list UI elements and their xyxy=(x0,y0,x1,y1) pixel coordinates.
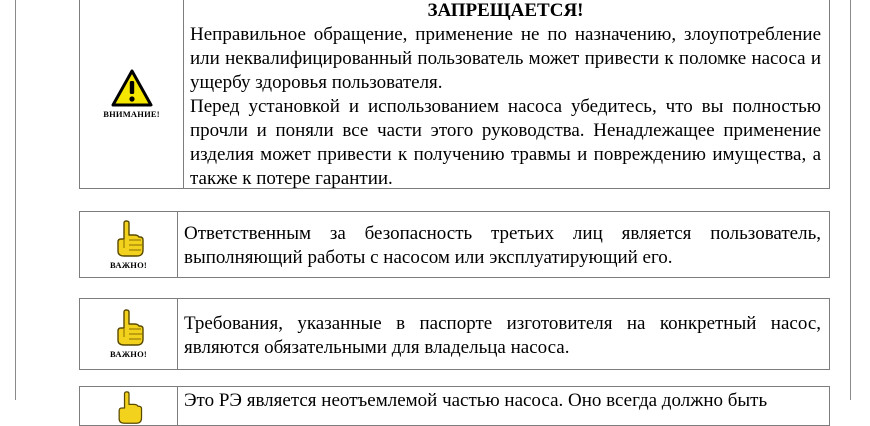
warning-icon-label: ВНИМАНИЕ! xyxy=(103,108,160,119)
important-icon-cell-1 xyxy=(80,212,178,277)
warning-box xyxy=(79,0,830,189)
important-text-cell-1 xyxy=(178,212,829,277)
important-box-1 xyxy=(79,211,830,278)
partial-text-cell xyxy=(178,387,829,425)
partial-icon-cell xyxy=(80,387,178,425)
important-icon-label-1: ВАЖНО! xyxy=(110,259,147,270)
pointing-finger-icon xyxy=(112,309,146,347)
page-border-left xyxy=(15,0,16,400)
important-box-2 xyxy=(79,298,830,370)
important-icon-label-2: ВАЖНО! xyxy=(110,349,147,359)
warning-paragraph-1: Неправильное обращение, применение не по назначению, злоупотребление или неквалифицированный пользователь может привести к поломке насоса и ущербу здоровья пользователя. xyxy=(190,24,821,93)
warning-triangle-icon xyxy=(111,69,153,107)
warning-title: ЗАПРЕЩАЕТСЯ! xyxy=(427,0,584,21)
important-icon-cell-2 xyxy=(80,299,178,369)
warning-paragraph-2: Перед установкой и использованием насоса убедитесь, что вы полностью прочли и поняли все части этого руководства. Ненадлежащее применение изделия может привести к получению травмы и повреждению имущества, а также к потере гарантии. xyxy=(190,96,821,189)
page-border-right xyxy=(850,0,851,400)
partial-text: Это РЭ является неотъемлемой частью насоса. Оно всегда должно быть xyxy=(184,390,768,411)
warning-icon-cell xyxy=(80,0,184,188)
important-text-cell-2 xyxy=(178,299,829,369)
warning-text-cell xyxy=(184,0,829,188)
pointing-finger-icon xyxy=(112,391,146,425)
important-text-2: Требования, указанные в паспорте изготовителя на конкретный насос, являются обязательными для владельца насоса. xyxy=(184,313,821,358)
partial-box xyxy=(79,386,830,426)
pointing-finger-icon xyxy=(112,220,146,258)
important-text-1: Ответственным за безопасность третьих лиц является пользователь, выполняющий работы с насосом или эксплуатирующий его. xyxy=(184,223,821,268)
